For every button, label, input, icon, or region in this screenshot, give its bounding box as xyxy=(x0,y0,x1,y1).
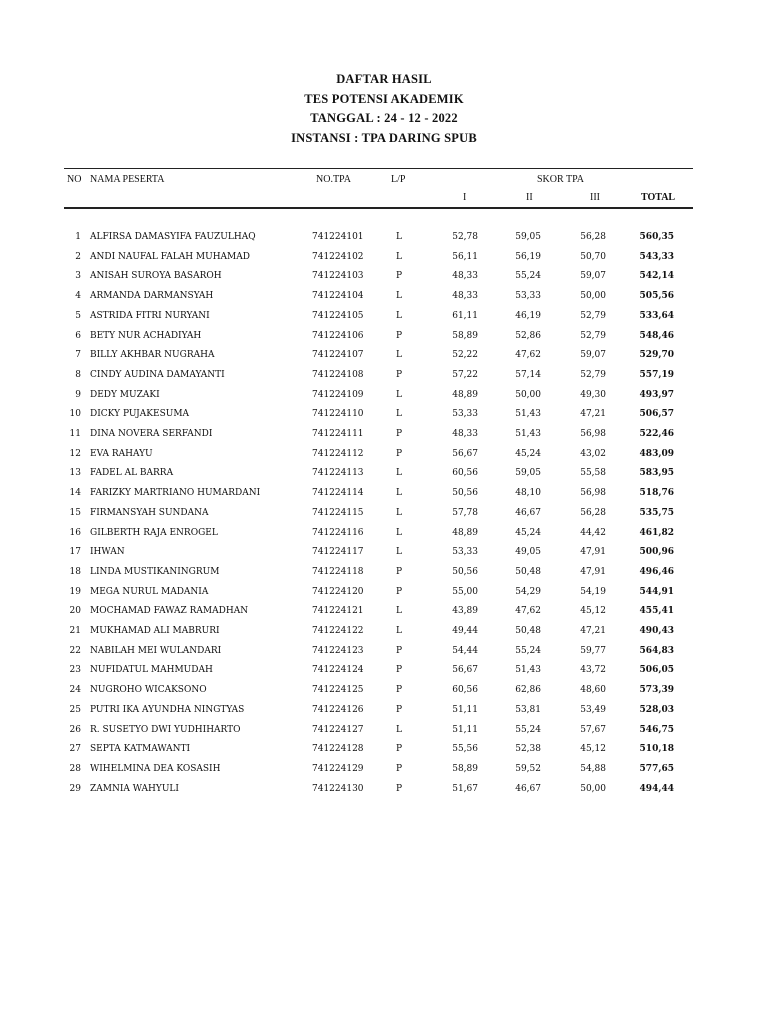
row-number: 3 xyxy=(75,271,81,282)
score-3: 59,77 xyxy=(580,645,606,656)
participant-name: ALFIRSA DAMASYIFA FAUZULHAQ xyxy=(90,232,256,242)
gender: P xyxy=(396,783,403,794)
total-score: 506,05 xyxy=(639,665,674,676)
participant-name: DINA NOVERA SERFANDI xyxy=(90,429,213,439)
row-number: 25 xyxy=(69,704,81,715)
score-1: 58,89 xyxy=(452,330,478,341)
total-score: 548,46 xyxy=(639,330,674,341)
score-3: 43,02 xyxy=(580,448,606,459)
score-2: 47,62 xyxy=(515,606,541,617)
tpa-number: 741224130 xyxy=(312,783,364,794)
row-number: 16 xyxy=(69,527,81,538)
gender: L xyxy=(396,389,402,400)
score-3: 56,28 xyxy=(580,507,606,518)
score-1: 48,89 xyxy=(452,527,478,538)
score-1: 54,44 xyxy=(452,645,478,656)
document-header xyxy=(0,70,768,148)
row-number: 15 xyxy=(69,507,81,518)
score-3: 50,00 xyxy=(580,783,606,794)
participant-name: ARMANDA DARMANSYAH xyxy=(90,291,214,302)
participant-name: DEDY MUZAKI xyxy=(90,389,160,400)
score-3: 49,30 xyxy=(580,389,606,400)
score-3: 52,79 xyxy=(580,330,606,341)
tpa-number: 741224126 xyxy=(312,704,364,715)
total-score: 483,09 xyxy=(639,448,674,459)
gender: L xyxy=(396,626,402,636)
col-header-score-3: III xyxy=(590,192,600,203)
total-score: 529,70 xyxy=(639,350,674,361)
row-number: 23 xyxy=(69,665,81,676)
participant-name: ANDI NAUFAL FALAH MUHAMAD xyxy=(90,251,250,262)
tpa-number: 741224125 xyxy=(312,685,364,696)
tpa-number: 741224127 xyxy=(312,724,364,735)
tpa-number: 741224117 xyxy=(312,547,364,558)
gender: P xyxy=(396,744,403,755)
row-number: 22 xyxy=(69,645,81,656)
score-1: 56,67 xyxy=(452,448,478,459)
score-1: 57,78 xyxy=(452,507,478,518)
score-3: 54,19 xyxy=(580,586,606,597)
tpa-number: 741224110 xyxy=(312,409,364,420)
gender: L xyxy=(396,251,402,262)
score-1: 50,56 xyxy=(452,488,478,499)
row-number: 8 xyxy=(75,369,81,380)
score-2: 51,43 xyxy=(515,409,541,420)
row-number: 6 xyxy=(75,330,81,341)
gender: P xyxy=(396,704,403,715)
score-3: 52,79 xyxy=(580,310,606,321)
gender: P xyxy=(396,369,403,380)
gender: L xyxy=(396,232,402,242)
gender: L xyxy=(396,409,402,420)
score-1: 53,33 xyxy=(452,409,478,420)
participant-name: MOCHAMAD FAWAZ RAMADHAN xyxy=(90,606,249,617)
total-score: 505,56 xyxy=(639,291,674,302)
score-1: 48,33 xyxy=(452,429,478,439)
participant-name: FADEL AL BARRA xyxy=(90,468,174,479)
row-number: 2 xyxy=(75,251,81,262)
score-1: 58,89 xyxy=(452,763,478,774)
row-number: 10 xyxy=(69,409,81,420)
tpa-number: 741224124 xyxy=(312,665,364,676)
score-2: 51,43 xyxy=(515,665,541,676)
score-2: 46,19 xyxy=(515,310,541,321)
tpa-number: 741224128 xyxy=(312,744,364,755)
score-1: 49,44 xyxy=(452,626,478,636)
participant-name: WIHELMINA DEA KOSASIH xyxy=(90,763,221,774)
score-3: 53,49 xyxy=(580,704,606,715)
gender: P xyxy=(396,665,403,676)
tpa-number: 741224104 xyxy=(312,291,364,302)
score-2: 54,29 xyxy=(515,586,541,597)
score-1: 60,56 xyxy=(452,468,478,479)
total-score: 573,39 xyxy=(639,685,674,696)
row-number: 14 xyxy=(69,488,81,499)
score-2: 55,24 xyxy=(515,724,541,735)
col-header-name: NAMA PESERTA xyxy=(90,174,165,185)
col-header-total: TOTAL xyxy=(641,192,676,203)
col-header-score-2: II xyxy=(526,192,533,203)
row-number: 9 xyxy=(75,389,81,400)
score-1: 56,67 xyxy=(452,665,478,676)
score-3: 57,67 xyxy=(580,724,606,735)
score-2: 52,86 xyxy=(515,330,541,341)
score-2: 46,67 xyxy=(515,783,541,794)
score-2: 51,43 xyxy=(515,429,541,439)
score-3: 47,91 xyxy=(580,547,606,558)
row-number: 20 xyxy=(69,606,81,617)
gender: P xyxy=(396,645,403,656)
participant-name: MUKHAMAD ALI MABRURI xyxy=(90,626,220,636)
total-score: 455,41 xyxy=(639,606,674,617)
total-score: 522,46 xyxy=(639,429,674,439)
total-score: 500,96 xyxy=(639,547,674,558)
tpa-number: 741224101 xyxy=(312,232,364,242)
total-score: 494,44 xyxy=(639,783,674,794)
tpa-number: 741224108 xyxy=(312,369,364,380)
participant-name: ANISAH SUROYA BASAROH xyxy=(90,271,222,282)
score-1: 51,11 xyxy=(452,724,478,735)
row-number: 12 xyxy=(69,448,81,459)
participant-name: DICKY PUJAKESUMA xyxy=(90,409,190,420)
score-1: 51,11 xyxy=(452,704,478,715)
col-header-lp: L/P xyxy=(391,174,406,185)
total-score: 577,65 xyxy=(639,763,674,774)
gender: L xyxy=(396,350,402,361)
score-1: 57,22 xyxy=(452,369,478,380)
gender: P xyxy=(396,685,403,696)
score-2: 53,33 xyxy=(515,291,541,302)
total-score: 461,82 xyxy=(639,527,674,538)
score-2: 59,05 xyxy=(515,468,541,479)
score-2: 57,14 xyxy=(515,369,541,380)
score-3: 43,72 xyxy=(580,665,606,676)
score-3: 56,98 xyxy=(580,429,606,439)
gender: L xyxy=(396,527,402,538)
total-score: 583,95 xyxy=(639,468,674,479)
row-number: 28 xyxy=(69,763,81,774)
participant-name: FIRMANSYAH SUNDANA xyxy=(90,507,209,518)
score-2: 50,00 xyxy=(515,389,541,400)
tpa-number: 741224121 xyxy=(312,606,364,617)
row-number: 4 xyxy=(75,291,81,302)
tpa-number: 741224120 xyxy=(312,586,364,597)
tpa-number: 741224129 xyxy=(312,763,364,774)
table-top-rule xyxy=(64,168,693,169)
col-header-score-1: I xyxy=(463,192,467,203)
row-number: 5 xyxy=(75,310,81,321)
tpa-number: 741224107 xyxy=(312,350,364,361)
tpa-number: 741224122 xyxy=(312,626,364,636)
score-2: 55,24 xyxy=(515,645,541,656)
total-score: 560,35 xyxy=(639,232,674,242)
score-1: 48,33 xyxy=(452,271,478,282)
score-1: 52,78 xyxy=(452,232,478,242)
score-2: 48,10 xyxy=(515,488,541,499)
col-header-skor: SKOR TPA xyxy=(537,174,584,185)
score-2: 50,48 xyxy=(515,566,541,577)
row-number: 13 xyxy=(69,468,81,479)
tpa-number: 741224109 xyxy=(312,389,364,400)
tpa-number: 741224102 xyxy=(312,251,364,262)
score-3: 47,21 xyxy=(580,626,606,636)
score-3: 56,98 xyxy=(580,488,606,499)
score-2: 52,38 xyxy=(515,744,541,755)
tpa-number: 741224105 xyxy=(312,310,364,321)
participant-name: ASTRIDA FITRI NURYANI xyxy=(90,310,210,321)
row-number: 18 xyxy=(69,566,81,577)
tpa-number: 741224116 xyxy=(312,527,364,538)
score-3: 50,70 xyxy=(580,251,606,262)
tpa-number: 741224113 xyxy=(312,468,364,479)
score-3: 45,12 xyxy=(580,744,606,755)
col-header-notpa: NO.TPA xyxy=(316,174,351,185)
score-1: 55,00 xyxy=(452,586,478,597)
score-1: 48,89 xyxy=(452,389,478,400)
row-number: 19 xyxy=(69,586,81,597)
total-score: 506,57 xyxy=(639,409,674,420)
total-score: 490,43 xyxy=(639,626,674,636)
row-number: 17 xyxy=(69,547,81,558)
score-3: 47,21 xyxy=(580,409,606,420)
score-2: 45,24 xyxy=(515,527,541,538)
document-subtitle: TES POTENSI AKADEMIK xyxy=(304,91,464,106)
participant-name: IHWAN xyxy=(90,547,125,558)
participant-name: CINDY AUDINA DAMAYANTI xyxy=(90,369,225,380)
participant-name: BETY NUR ACHADIYAH xyxy=(90,330,202,341)
score-1: 52,22 xyxy=(452,350,478,361)
gender: P xyxy=(396,271,403,282)
gender: P xyxy=(396,566,403,577)
score-2: 47,62 xyxy=(515,350,541,361)
gender: P xyxy=(396,448,403,459)
score-1: 61,11 xyxy=(452,310,478,321)
score-2: 59,52 xyxy=(515,763,541,774)
participant-name: EVA RAHAYU xyxy=(90,448,153,459)
score-2: 56,19 xyxy=(515,251,541,262)
score-3: 52,79 xyxy=(580,369,606,380)
tpa-number: 741224118 xyxy=(312,566,364,577)
participant-name: GILBERTH RAJA ENROGEL xyxy=(90,527,218,538)
gender: L xyxy=(396,291,402,302)
tpa-number: 741224106 xyxy=(312,330,364,341)
row-number: 29 xyxy=(69,783,81,794)
score-1: 48,33 xyxy=(452,291,478,302)
table-header-rule xyxy=(64,207,693,209)
total-score: 493,97 xyxy=(639,389,674,400)
score-1: 60,56 xyxy=(452,685,478,696)
total-score: 535,75 xyxy=(639,507,674,518)
tpa-number: 741224103 xyxy=(312,271,364,282)
gender: L xyxy=(396,488,402,499)
score-3: 55,58 xyxy=(580,468,606,479)
score-1: 53,33 xyxy=(452,547,478,558)
gender: P xyxy=(396,763,403,774)
total-score: 518,76 xyxy=(639,488,674,499)
total-score: 496,46 xyxy=(639,566,674,577)
participant-name: MEGA NURUL MADANIA xyxy=(90,586,209,597)
row-number: 11 xyxy=(69,429,81,439)
score-3: 47,91 xyxy=(580,566,606,577)
score-1: 56,11 xyxy=(452,251,478,262)
row-number: 21 xyxy=(69,626,81,636)
total-score: 543,33 xyxy=(639,251,674,262)
participant-name: BILLY AKHBAR NUGRAHA xyxy=(90,350,215,361)
gender: P xyxy=(396,429,403,439)
tpa-number: 741224112 xyxy=(312,448,364,459)
gender: L xyxy=(396,310,402,321)
participant-name: R. SUSETYO DWI YUDHIHARTO xyxy=(90,724,241,735)
score-1: 51,67 xyxy=(452,783,478,794)
gender: L xyxy=(396,547,402,558)
score-2: 45,24 xyxy=(515,448,541,459)
score-3: 59,07 xyxy=(580,350,606,361)
participant-name: LINDA MUSTIKANINGRUM xyxy=(90,566,220,577)
total-score: 544,91 xyxy=(639,586,674,597)
tpa-number: 741224114 xyxy=(312,488,364,499)
score-2: 53,81 xyxy=(515,704,541,715)
participant-name: NUFIDATUL MAHMUDAH xyxy=(90,665,213,676)
total-score: 546,75 xyxy=(639,724,674,735)
score-1: 50,56 xyxy=(452,566,478,577)
score-2: 49,05 xyxy=(515,547,541,558)
test-date: TANGGAL : 24 - 12 - 2022 xyxy=(310,111,458,125)
tpa-number: 741224115 xyxy=(312,507,364,518)
participant-name: SEPTA KATMAWANTI xyxy=(90,744,191,755)
score-1: 55,56 xyxy=(452,744,478,755)
score-3: 56,28 xyxy=(580,232,606,242)
total-score: 510,18 xyxy=(639,744,674,755)
gender: L xyxy=(396,468,402,479)
score-3: 59,07 xyxy=(580,271,606,282)
participant-name: PUTRI IKA AYUNDHA NINGTYAS xyxy=(90,704,245,715)
score-3: 54,88 xyxy=(580,763,606,774)
score-1: 43,89 xyxy=(452,606,478,617)
total-score: 533,64 xyxy=(639,310,674,321)
score-2: 55,24 xyxy=(515,271,541,282)
score-2: 59,05 xyxy=(515,232,541,242)
row-number: 27 xyxy=(69,744,81,755)
gender: L xyxy=(396,507,402,518)
row-number: 7 xyxy=(75,350,81,361)
participant-name: ZAMNIA WAHYULI xyxy=(90,783,179,794)
total-score: 564,83 xyxy=(639,645,674,656)
score-3: 45,12 xyxy=(580,606,606,617)
tpa-number: 741224123 xyxy=(312,645,364,656)
row-number: 24 xyxy=(69,685,81,696)
document-title: DAFTAR HASIL xyxy=(336,72,432,86)
institution: INSTANSI : TPA DARING SPUB xyxy=(291,130,477,145)
score-2: 50,48 xyxy=(515,626,541,636)
row-number: 1 xyxy=(75,232,81,242)
total-score: 528,03 xyxy=(639,704,674,715)
score-3: 48,60 xyxy=(580,685,606,696)
total-score: 557,19 xyxy=(639,369,674,380)
participant-name: NUGROHO WICAKSONO xyxy=(90,685,207,696)
gender: P xyxy=(396,586,403,597)
score-3: 44,42 xyxy=(580,527,606,538)
participant-name: NABILAH MEI WULANDARI xyxy=(90,645,222,656)
gender: P xyxy=(396,330,403,341)
participant-name: FARIZKY MARTRIANO HUMARDANI xyxy=(90,488,261,499)
tpa-number: 741224111 xyxy=(312,429,364,439)
score-3: 50,00 xyxy=(580,291,606,302)
gender: L xyxy=(396,724,402,735)
total-score: 542,14 xyxy=(639,271,674,282)
score-2: 46,67 xyxy=(515,507,541,518)
row-number: 26 xyxy=(69,724,81,735)
gender: L xyxy=(396,606,402,617)
col-header-no: NO xyxy=(67,174,82,185)
score-2: 62,86 xyxy=(515,685,541,696)
